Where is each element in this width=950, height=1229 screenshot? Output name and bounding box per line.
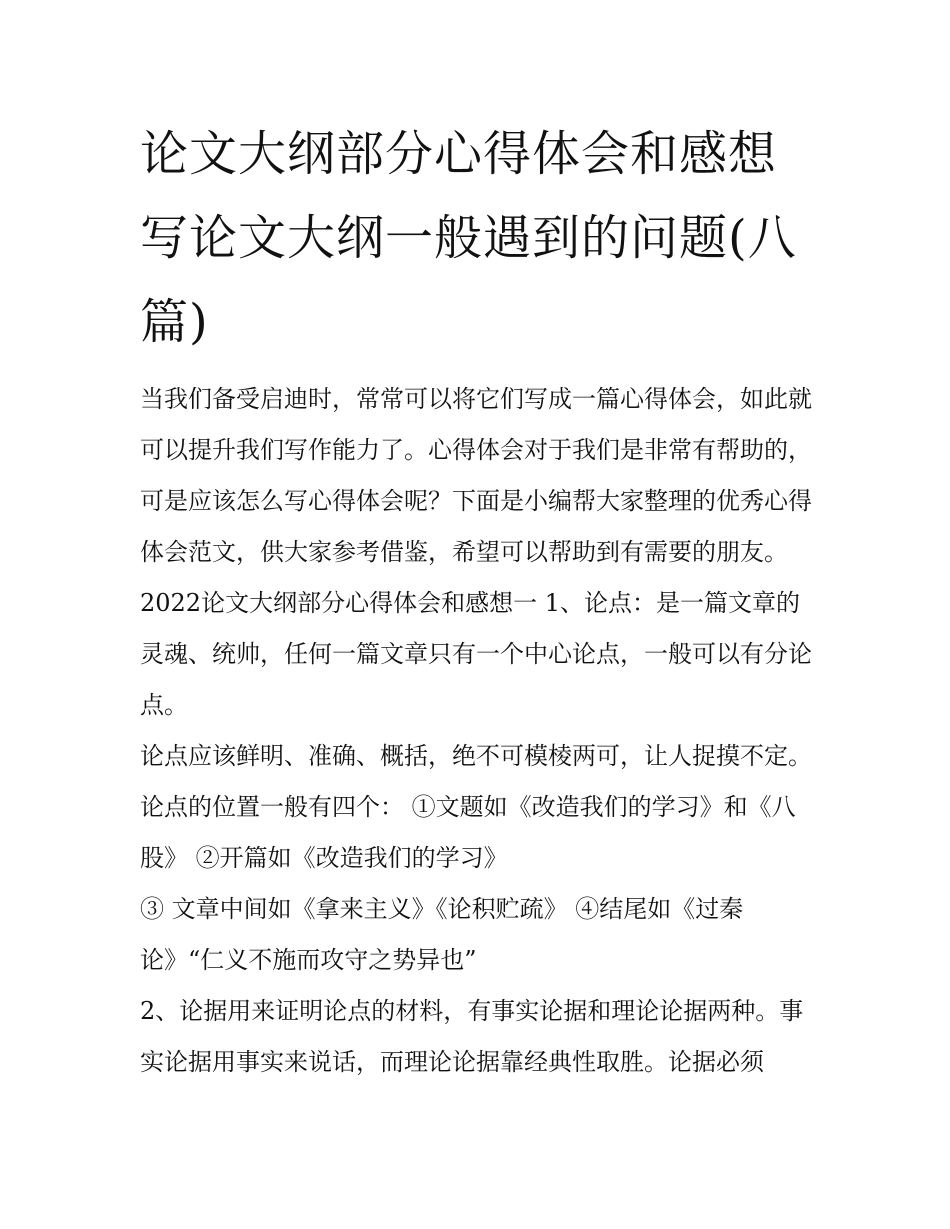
paragraph-intro: 当我们备受启迪时，常常可以将它们写成一篇心得体会，如此就可以提升我们写作能力了。心得体会对于我们是非常有帮助的，可是应该怎么写心得体会呢？下面是小编帮大家整理的优秀心得体会范文，供大家参考借鉴，希望可以帮助到有需要的朋友。	[140, 385, 812, 566]
paragraph-argument-point: 2022论文大纲部分心得体会和感想一 1、论点：是一篇文章的灵魂、统帅，任何一篇文章只有一个中心论点，一般可以有分论点。	[140, 589, 812, 719]
paragraph-argument-position: 论点应该鲜明、准确、概括，绝不可模棱两可，让人捉摸不定。论点的位置一般有四个： ①文题如《改造我们的学习》和《八股》 ②开篇如《改造我们的学习》	[140, 742, 812, 872]
document-title: 论文大纲部分心得体会和感想写论文大纲一般遇到的问题(八篇)	[140, 126, 797, 350]
paragraph-evidence: 2、论据用来证明论点的材料，有事实论据和理论论据两种。事实论据用事实来说话，而理论论据靠经典性取胜。论据必须	[140, 997, 804, 1076]
paragraph-argument-examples: ③ 文章中间如《拿来主义》《论积贮疏》 ④结尾如《过秦论》“仁义不施而攻守之势异也”	[140, 895, 744, 974]
document-body	[140, 112, 820, 1088]
